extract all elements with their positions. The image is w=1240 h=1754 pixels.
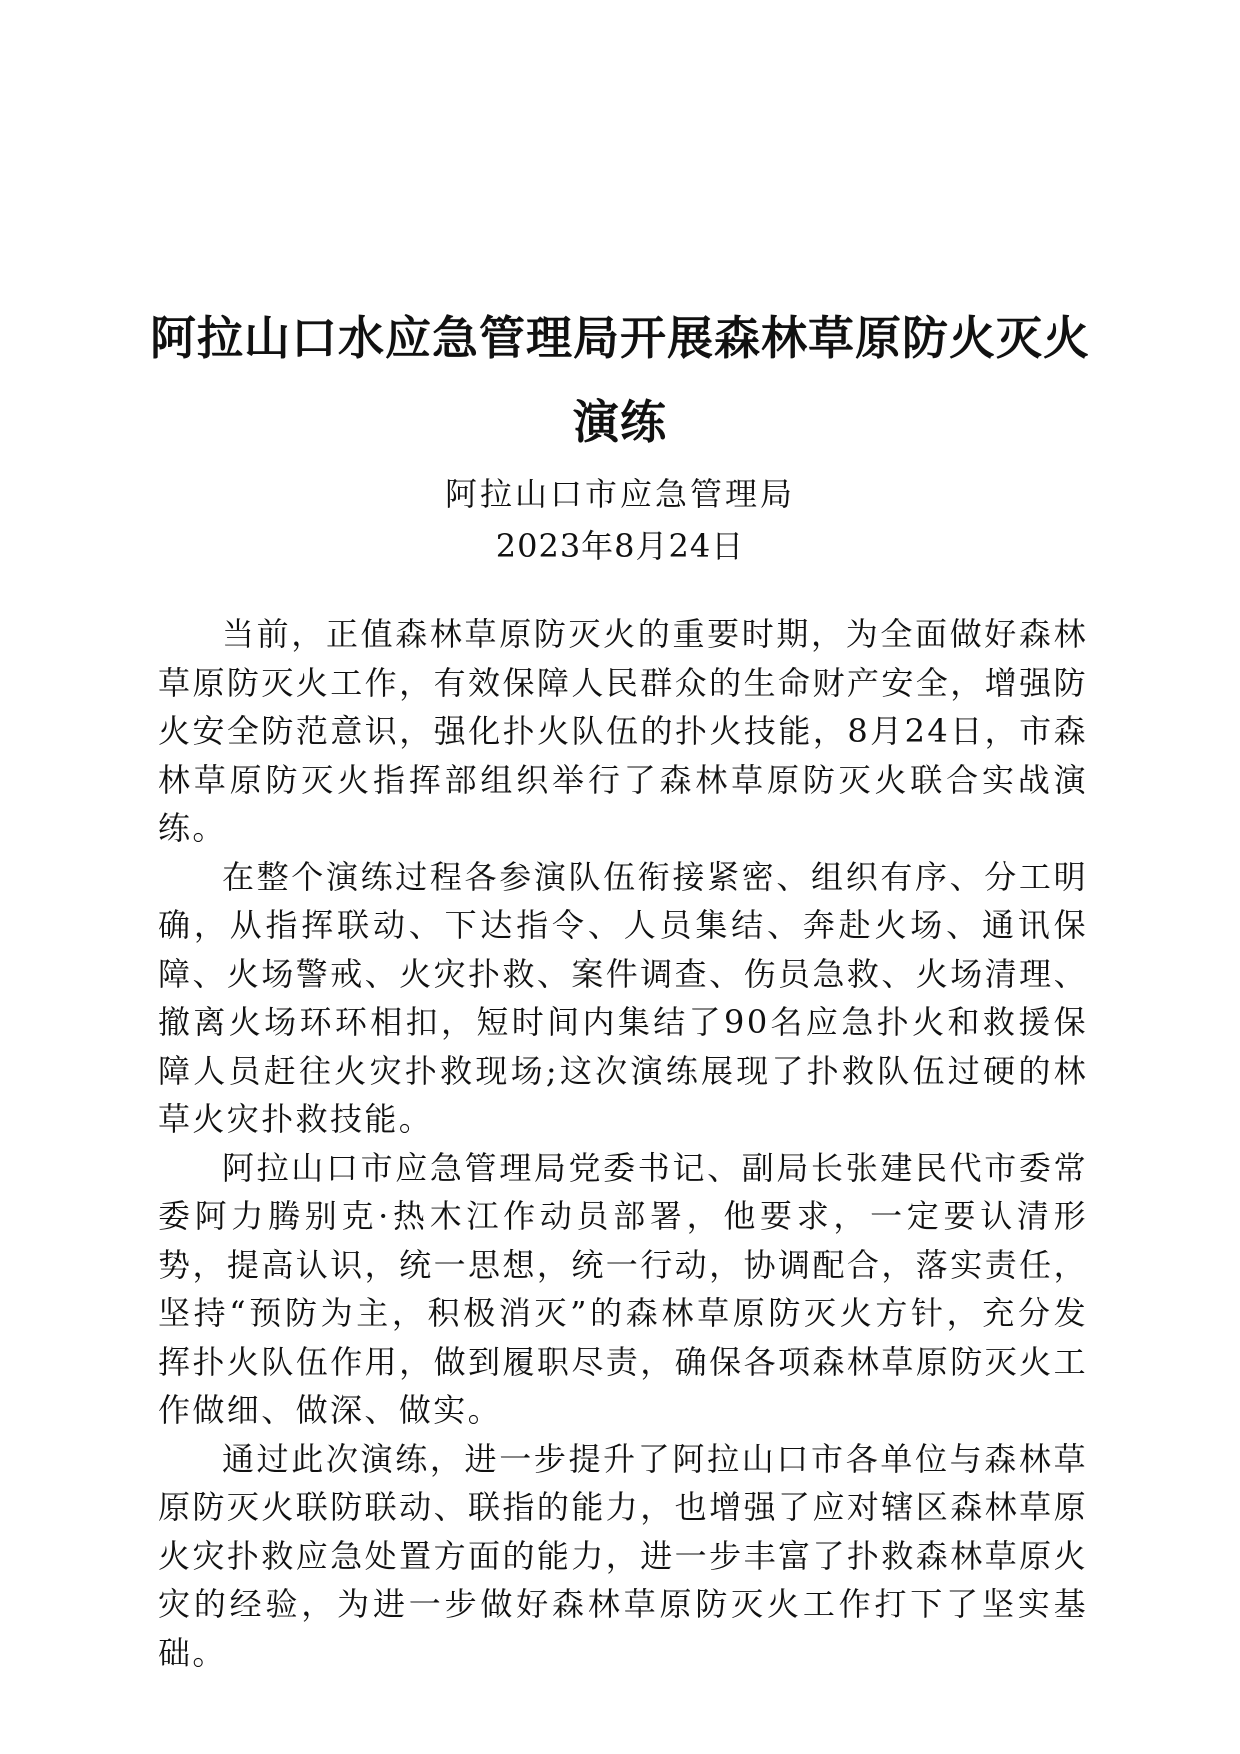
paragraph-2: 在整个演练过程各参演队伍衔接紧密、组织有序、分工明确，从指挥联动、下达指令、人员集结、奔赴火场、通讯保障、火场警戒、火灾扑救、案件调查、伤员急救、火场清理、撤离火场环环相扣，短时间内集结了90名应急扑火和救援保障人员赶往火灾扑救现场;这次演练展现了扑救队伍过硬的林草火灾扑救技能。 <box>158 857 1088 1138</box>
paragraph-4: 通过此次演练，进一步提升了阿拉山口市各单位与森林草原防灭火联防联动、联指的能力，也增强了应对辖区森林草原火灾扑救应急处置方面的能力，进一步丰富了扑救森林草原火灾的经验，为进一步做好森林草原防灭火工作打下了坚实基础。 <box>158 1439 1088 1672</box>
issuer: 阿拉山口市应急管理局 <box>444 475 795 513</box>
document-body <box>158 610 1088 1677</box>
title-line-1: 阿拉山口水应急管理局开展森林草原防火灭火 <box>150 311 1090 365</box>
paragraph-1: 当前，正值森林草原防灭火的重要时期，为全面做好森林草原防灭火工作，有效保障人民群众的生命财产安全，增强防火安全防范意识，强化扑火队伍的扑火技能，8月24日，市森林草原防灭火指挥部组织举行了森林草原防灭火联合实战演练。 <box>158 615 1088 847</box>
paragraph-3: 阿拉山口市应急管理局党委书记、副局长张建民代市委常委阿力腾别克·热木江作动员部署，他要求，一定要认清形势，提高认识，统一思想，统一行动，协调配合，落实责任，坚持“预防为主，积极消灭”的森林草原防灭火方针，充分发挥扑火队伍作用，做到履职尽责，确保各项森林草原防灭火工作做细、做深、做实。 <box>158 1148 1088 1429</box>
document-title <box>140 296 1100 464</box>
title-line-2: 演练 <box>573 395 667 449</box>
publish-date: 2023年8月24日 <box>495 527 745 565</box>
